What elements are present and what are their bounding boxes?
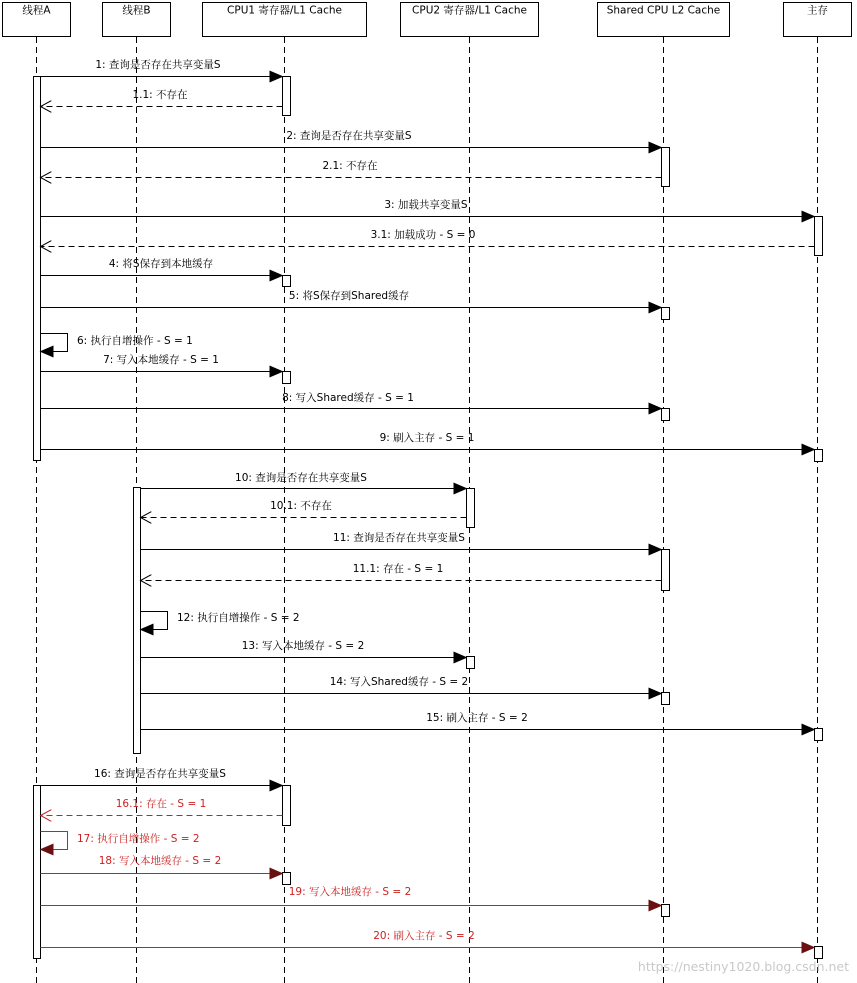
message-label: 2: 查询是否存在共享变量S [286, 130, 412, 142]
message-8 [41, 391, 662, 409]
message-label: 13: 写入本地缓存 - S = 2 [241, 640, 365, 652]
message-label: 6: 执行自增操作 - S = 1 [77, 335, 193, 347]
message-18 [41, 854, 283, 874]
activation-bar [662, 550, 670, 591]
message-label: 11.1: 存在 - S = 1 [352, 563, 444, 575]
message-3-1 [41, 228, 815, 247]
message-1 [41, 58, 283, 77]
activation-bar [467, 657, 475, 669]
message-13 [141, 639, 467, 658]
activation-bar [662, 905, 670, 917]
message-label: 4: 将S保存到本地缓存 [108, 258, 214, 270]
message-16-1 [41, 797, 283, 816]
activation-bar [283, 77, 291, 116]
participant-label: CPU1 寄存器/L1 Cache [227, 4, 342, 17]
message-label: 8: 写入Shared缓存 - S = 1 [282, 392, 414, 404]
message-17-self [41, 832, 200, 850]
activation-bar [815, 217, 823, 256]
participant-header [103, 3, 171, 37]
message-label: 3: 加载共享变量S [384, 199, 468, 211]
message-label: 18: 写入本地缓存 - S = 2 [98, 855, 222, 867]
message-15 [141, 711, 815, 730]
message-1-1 [41, 88, 283, 107]
message-label: 17: 执行自增操作 - S = 2 [77, 833, 200, 845]
message-label: 7: 写入本地缓存 - S = 1 [103, 354, 219, 366]
message-16 [41, 767, 283, 786]
message-label: 10.1: 不存在 [270, 500, 332, 512]
activation-bar [815, 450, 823, 462]
message-label: 12: 执行自增操作 - S = 2 [177, 612, 300, 624]
message-label: 5: 将S保存到Shared缓存 [288, 290, 410, 302]
activation-bar [662, 148, 670, 187]
message-10-1 [141, 499, 467, 518]
participant-label: 线程B [122, 4, 151, 17]
activation-bar [662, 409, 670, 421]
activation-bar [662, 693, 670, 705]
message-3 [41, 198, 815, 217]
message-label: 1: 查询是否存在共享变量S [95, 59, 221, 71]
message-6-self [41, 334, 193, 352]
message-11-1 [141, 562, 662, 581]
message-19 [41, 885, 662, 906]
message-10 [141, 471, 467, 489]
message-label: 19: 写入本地缓存 - S = 2 [288, 886, 412, 898]
activation-bar [815, 947, 823, 959]
message-label: 11: 查询是否存在共享变量S [333, 532, 465, 544]
message-label: 3.1: 加载成功 - S = 0 [370, 229, 476, 241]
participant-header [401, 3, 539, 37]
message-14 [141, 675, 662, 694]
message-label: 20: 刷入主存 - S = 2 [373, 930, 475, 942]
participant-header [784, 3, 852, 37]
message-label: 16: 查询是否存在共享变量S [94, 768, 226, 780]
activation-bar [283, 276, 291, 287]
message-label: 2.1: 不存在 [322, 160, 378, 172]
activation-bar [815, 729, 823, 741]
message-4 [41, 257, 283, 276]
message-5 [41, 289, 662, 308]
activation-bar [34, 77, 41, 461]
message-11 [141, 531, 662, 550]
participant-label: Shared CPU L2 Cache [606, 4, 721, 17]
message-2-1 [41, 159, 662, 178]
message-12-self [141, 611, 300, 630]
message-label: 16.1: 存在 - S = 1 [115, 798, 207, 810]
activation-bar [662, 308, 670, 320]
activation-bar [467, 489, 475, 528]
message-label: 1.1: 不存在 [132, 89, 188, 101]
activation-bar [283, 873, 291, 885]
message-2 [41, 129, 662, 148]
participant-header [598, 3, 730, 37]
message-label: 14: 写入Shared缓存 - S = 2 [329, 676, 469, 688]
participant-header [203, 3, 367, 37]
message-7 [41, 353, 283, 372]
activation-bar [34, 786, 41, 959]
participant-label: 线程A [22, 4, 51, 17]
participant-header [3, 3, 71, 37]
message-20 [41, 929, 815, 948]
message-label: 15: 刷入主存 - S = 2 [426, 712, 528, 724]
message-label: 9: 刷入主存 - S = 1 [379, 432, 475, 444]
participant-label: CPU2 寄存器/L1 Cache [412, 4, 527, 17]
activation-bar [283, 372, 291, 384]
message-label: 10: 查询是否存在共享变量S [235, 472, 367, 484]
participant-label: 主存 [807, 4, 828, 17]
activation-bar [134, 488, 141, 754]
message-9 [41, 431, 815, 450]
watermark: https://nestiny1020.blog.csdn.net [637, 959, 849, 974]
activation-bar [283, 786, 291, 826]
